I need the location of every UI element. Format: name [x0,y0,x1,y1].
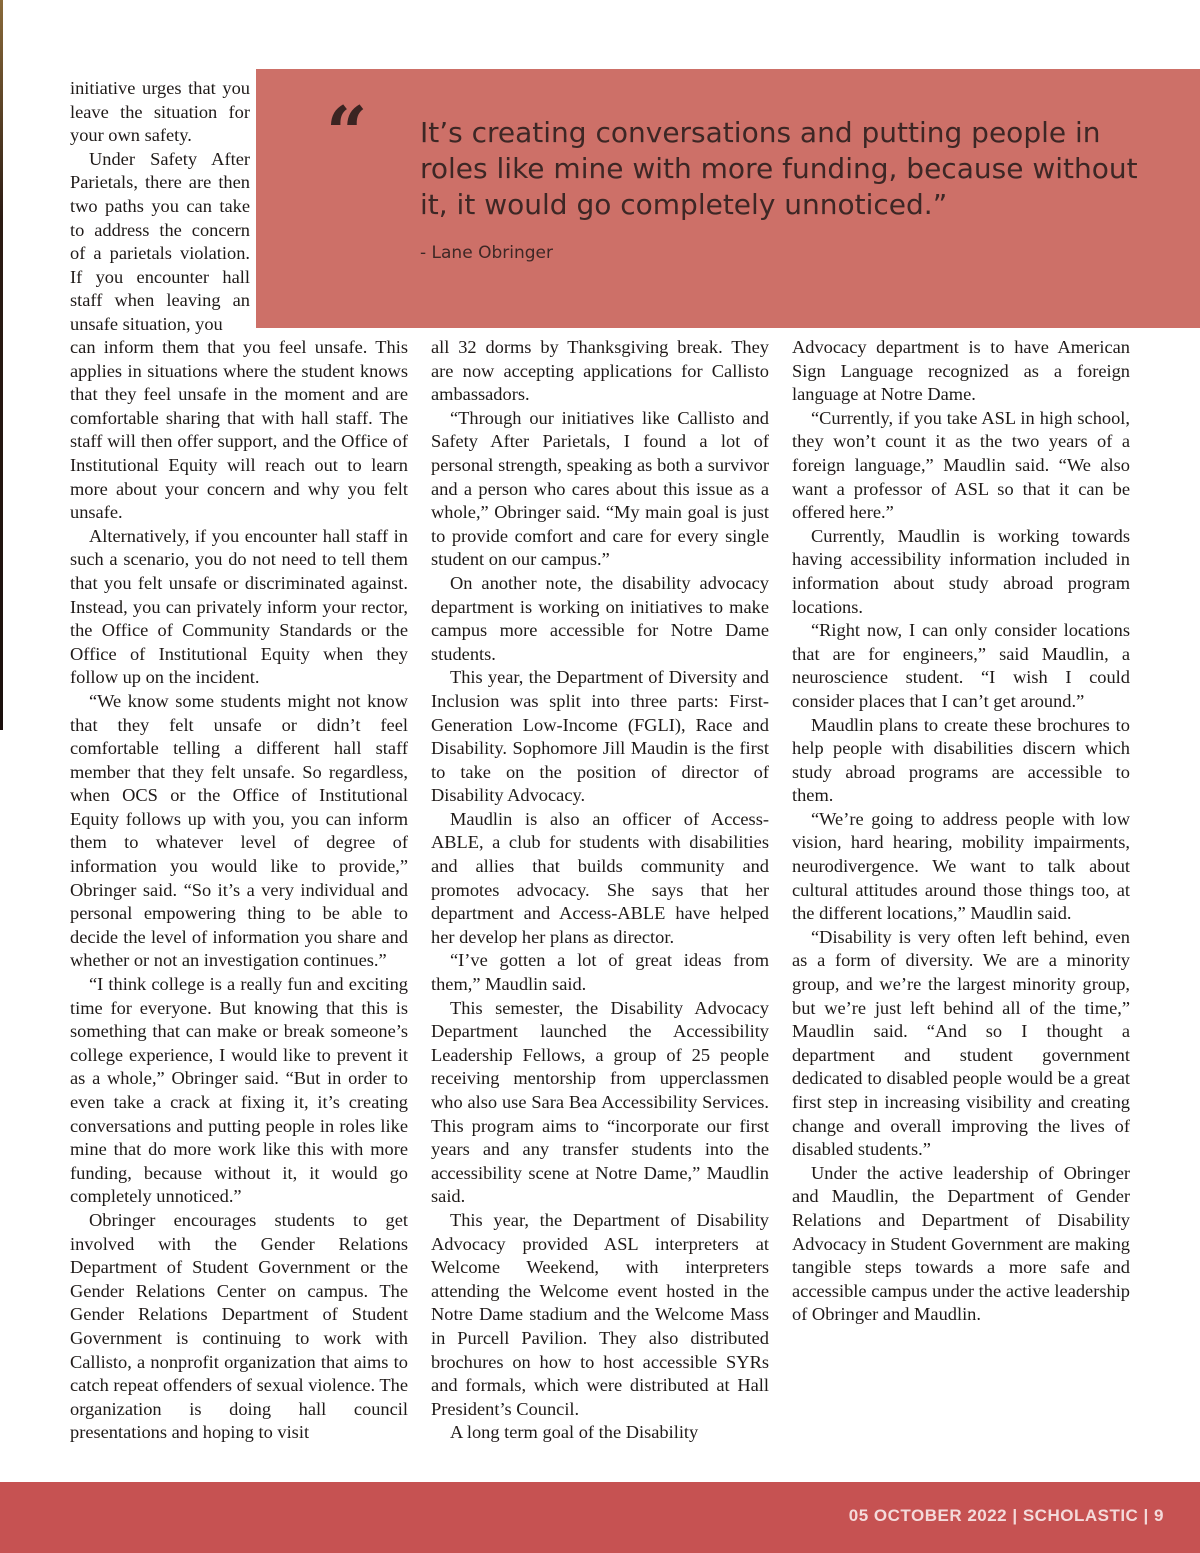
column-1 [70,336,408,1445]
paragraph: Maudlin plans to create these brochures to help people with disabilities discern which study abroad programs are accessible to them. [792,714,1130,806]
paragraph: Obringer encourages students to get involved with the Gender Relations Department of Student Government or the Gender Relations Center on campus. The Gender Relations Department of Student Government is continuing to work with Callisto, a nonprofit organization that aims to catch repeat offenders of sexual violence. The organization is doing hall council presentations and hoping to visit [70,1209,408,1443]
paragraph: “Currently, if you take ASL in high school, they won’t count it as the two years of a foreign language,” Maudlin said. “We also want a professor of ASL so that it can be offered here.” [792,407,1130,523]
paragraph: all 32 dorms by Thanksgiving break. They are now accepting applications for Callisto ambassadors. [431,337,769,405]
paragraph: “We’re going to address people with low vision, hard hearing, mobility impairments, neurodivergence. We want to talk about cultural attitudes around those things too, at the different locations,” Maudlin said. [792,808,1130,924]
column-3 [792,336,1130,1327]
paragraph: “Through our initiatives like Callisto and Safety After Parietals, I found a lot of personal strength, speaking as both a survivor and a person who cares about this issue as a whole,” Obringer said. “My main goal is just to provide comfort and care for every single student on our campus.” [431,407,769,570]
paragraph: Currently, Maudlin is working towards having accessibility information included in information about study abroad program locations. [792,525,1130,617]
paragraph: initiative urges that you leave the situation for your own safety. [70,78,250,146]
paragraph: This semester, the Disability Advocacy Department launched the Accessibility Leadership Fellows, a group of 25 people receiving mentorship from upperclassmen who also use Sara Bea Accessibility Services. This program aims to “incorporate our first years and any transfer students into the accessibility scene at Notre Dame,” Maudlin said. [431,997,769,1207]
page-edge-strip [0,0,3,730]
paragraph: This year, the Department of Disability Advocacy provided ASL interpreters at Welcome Weekend, with interpreters attending the Welcome event hosted in the Notre Dame stadium and the Welcome Mass in Purcell Pavilion. They also distributed brochures on how to host accessible SYRs and formals, which were distributed at Hall President’s Council. [431,1209,769,1419]
paragraph: Alternatively, if you encounter hall staff in such a scenario, you do not need to tell them that you felt unsafe or discriminated against. Instead, you can privately inform your rector, the Office of Community Standards or the Office of Institutional Equity when they follow up on the incident. [70,525,408,688]
paragraph: “I’ve gotten a lot of great ideas from them,” Maudlin said. [431,950,769,995]
paragraph: Under Safety After Parietals, there are then two paths you can take to address the concern of a parietals violation. If you encounter hall staff when leaving an unsafe situation, you [70,148,250,334]
pull-quote-attribution: - Lane Obringer [420,243,553,263]
paragraph: This year, the Department of Diversity and Inclusion was split into three parts: First-Generation Low-Income (FGLI), Race and Disability. Sophomore Jill Maudin is the first to take on the position of director of Disability Advocacy. [431,667,769,806]
paragraph: Advocacy department is to have American Sign Language recognized as a foreign language at Notre Dame. [792,337,1130,405]
paragraph: On another note, the disability advocacy department is working on initiatives to make campus more accessible for Notre Dame students. [431,572,769,664]
paragraph: Under the active leadership of Obringer and Maudlin, the Department of Gender Relations and Department of Disability Advocacy in Student Government are making tangible steps towards a more safe and accessible campus under the active leadership of Obringer and Maudlin. [792,1162,1130,1325]
footer-date-publication-page: 05 OCTOBER 2022 | SCHOLASTIC | 9 [848,1506,1164,1525]
column-2 [431,336,769,1445]
pull-quote-text: It’s creating conversations and putting people in roles like mine with more funding, because without it, it would go completely unnoticed.” [420,116,1138,221]
paragraph: “Right now, I can only consider locations that are for engineers,” said Maudlin, a neuroscience student. “I wish I could consider places that I can’t get around.” [792,620,1130,711]
page-footer [0,1482,1200,1553]
paragraph: “Disability is very often left behind, even as a form of diversity. We are a minority group, and we’re the largest minority group, but we’re just left behind all of the time,” Maudlin said. “And so I thought a department and student government dedicated to disabled people would be a great first step in increasing visibility and creating change and overall improving the lives of disabled students.” [792,926,1130,1160]
paragraph: A long term goal of the Disability [450,1422,699,1443]
quote-mark-icon: “ [326,90,368,175]
paragraph: “We know some students might not know that they felt unsafe or didn’t feel comfortable telling a different hall staff member that they felt unsafe. So regardless, when OCS or the Office of Institutional Equity follows up with you, you can inform them to whatever level of degree of information you would like to provide,” Obringer said. “So it’s a very individual and personal empowering thing to be able to decide the level of information you share and whether or not an investigation continues.” [70,690,408,971]
paragraph: Maudlin is also an officer of Access-ABLE, a club for students with disabilities and allies that builds community and promotes advocacy. She says that her department and Access-ABLE have helped her develop her plans as director. [431,808,769,947]
column-1-top [70,77,250,337]
paragraph: can inform them that you feel unsafe. This applies in situations where the student knows that they feel unsafe in the moment and are comfortable sharing that with hall staff. The staff will then offer support, and the Office of Institutional Equity will reach out to learn more about your concern and why you felt unsafe. [70,337,408,523]
pull-quote [256,69,1200,328]
paragraph: “I think college is a really fun and exciting time for everyone. But knowing that this is something that can make or break someone’s college experience, I would like to prevent it as a whole,” Obringer said. “But in order to even take a crack at fixing it, it’s creating conversations and putting people in roles like mine that do more work like this with more funding, because without it, it would go completely unnoticed.” [70,974,408,1207]
